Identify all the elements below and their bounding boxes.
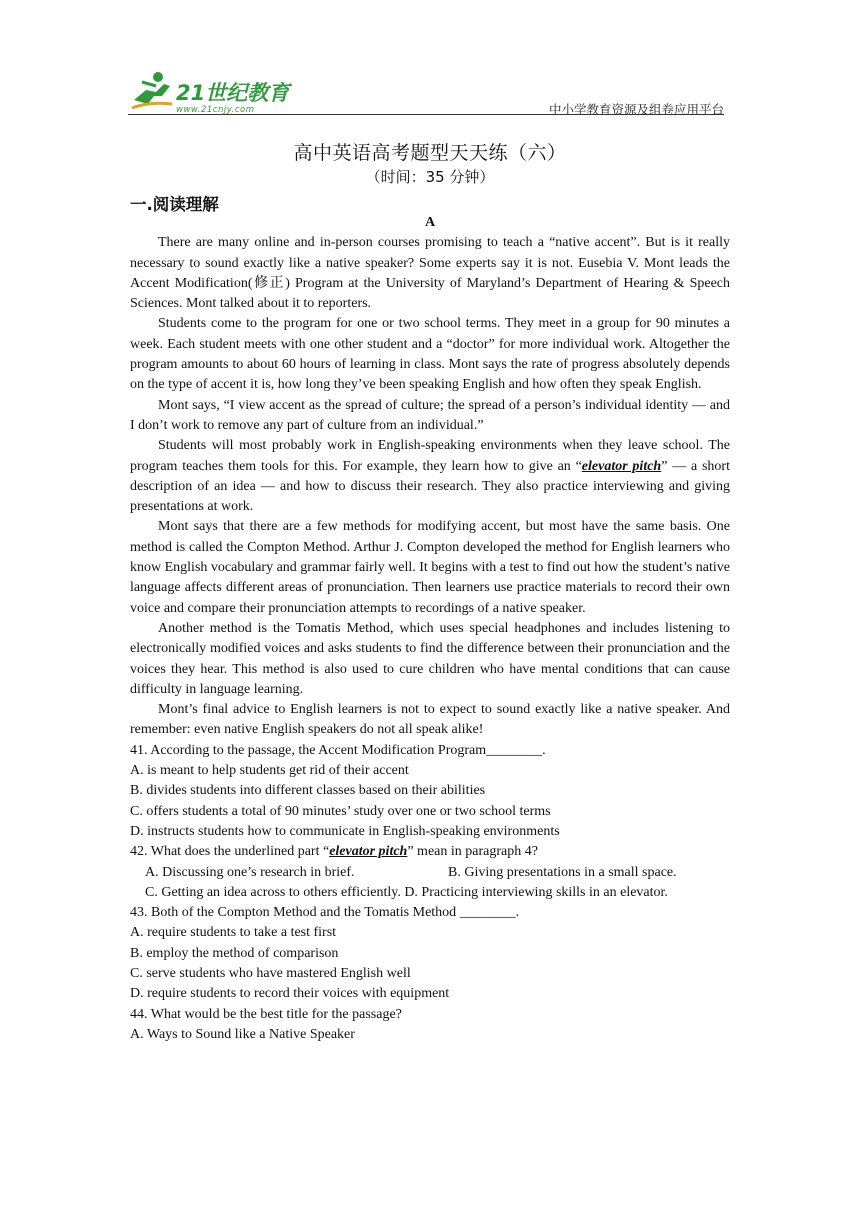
paragraph-3: Mont says, “I view accent as the spread of culture; the spread of a person’s individual identity — and I don’t work to remove any part of culture from an individual.” — [130, 397, 730, 433]
question-43-option-c: C. serve students who have mastered English well — [130, 965, 411, 981]
question-43-option-d: D. require students to record their voices with equipment — [130, 986, 450, 1002]
question-43-stem: 43. Both of the Compton Method and the Tomatis Method ________. — [130, 905, 520, 921]
question-42-options-ab — [145, 863, 730, 883]
paragraph-2: Students come to the program for one or two school terms. They meet in a group for 90 minutes a week. Each student meets with one other student and a “doctor” for more individual work. Altogether the program amounts to about 60 hours of learning in class. Mont says the rate of progress absolutely depends on the type of accent it is, how long they’ve been speaking English and how often they speak English. — [130, 316, 730, 393]
page-header — [128, 66, 724, 118]
underlined-term: elevator pitch — [581, 458, 662, 474]
page-title: 高中英语高考题型天天练（六） — [293, 142, 567, 164]
question-41-stem: 41. According to the passage, the Accent Modification Program________. — [130, 742, 546, 758]
passage-letter: A — [424, 215, 436, 230]
platform-name: 中小学教育资源及组卷应用平台 — [548, 102, 724, 117]
question-44-option-a: A. Ways to Sound like a Native Speaker — [130, 1026, 355, 1042]
question-43-option-a: A. require students to take a test first — [130, 925, 337, 941]
question-41-option-c: C. offers students a total of 90 minutes’ study over one or two school terms — [130, 803, 551, 819]
question-41-option-b: B. divides students into different classes based on their abilities — [130, 783, 486, 799]
logo-text: 21世纪教育 — [176, 81, 290, 105]
question-43-option-b: B. employ the method of comparison — [130, 945, 339, 961]
logo-url: www.21cnjy.com — [176, 105, 255, 115]
underlined-term: elevator pitch — [329, 844, 408, 860]
paragraph-5: Mont says that there are a few methods for modifying accent, but most have the same basis. One method is called the Compton Method. Arthur J. Compton developed the method for English learners who know English vocabulary and grammar fairly well. It begins with a test to find out how the student’s native language affects different areas of pronunciation. Then learners use practice materials to record their own voice and compare their pronunciation attempts to recordings of a native speaker. — [130, 519, 730, 616]
logo — [128, 70, 298, 116]
paragraph-7: Mont’s final advice to English learners is not to expect to sound exactly like a native speaker. And remember: even native English speakers do not all speak alike! — [130, 702, 730, 738]
time-limit: （时间：35 分钟） — [365, 168, 495, 186]
document-body — [130, 213, 730, 1045]
paragraph-4: Students will most probably work in English-speaking environments when they leave school. The program teaches them tools for this. For example, they learn how to give an “elevator pitch” — a short description of an idea — and how to discuss their research. They also practice interviewing and giving presentations at work. — [130, 438, 730, 515]
section-heading: 一.阅读理解 — [130, 195, 219, 214]
header-divider — [128, 114, 724, 115]
question-42-stem: 42. What does the underlined part “elevator pitch” mean in paragraph 4? — [130, 844, 538, 860]
question-42-option-a: A. Discussing one’s research in brief. — [145, 864, 355, 880]
paragraph-6: Another method is the Tomatis Method, which uses special headphones and includes listening to electronically modified voices and asks students to find the difference between their pronunciation and the voices they hear. This method is also used to cure children who have mental conditions that can cause difficulty in language learning. — [130, 620, 730, 697]
question-41-option-d: D. instructs students how to communicate in English-speaking environments — [130, 823, 560, 839]
question-42-options-cd: C. Getting an idea across to others efficiently. D. Practicing interviewing skills in an elevator. — [145, 884, 668, 900]
question-44-stem: 44. What would be the best title for the passage? — [130, 1006, 402, 1022]
paragraph-1: There are many online and in-person courses promising to teach a “native accent”. But is it really necessary to sound exactly like a native speaker? Some experts say it is not. Eusebia V. Mont leads the Accent Modification(修正) Program at the University of Maryland’s Department of Hearing & Speech Sciences. Mont talked about it to reporters. — [130, 235, 730, 312]
question-42-option-b: B. Giving presentations in a small space. — [448, 864, 677, 880]
question-41-option-a: A. is meant to help students get rid of their accent — [130, 763, 409, 779]
runner-logo-icon — [128, 70, 298, 116]
